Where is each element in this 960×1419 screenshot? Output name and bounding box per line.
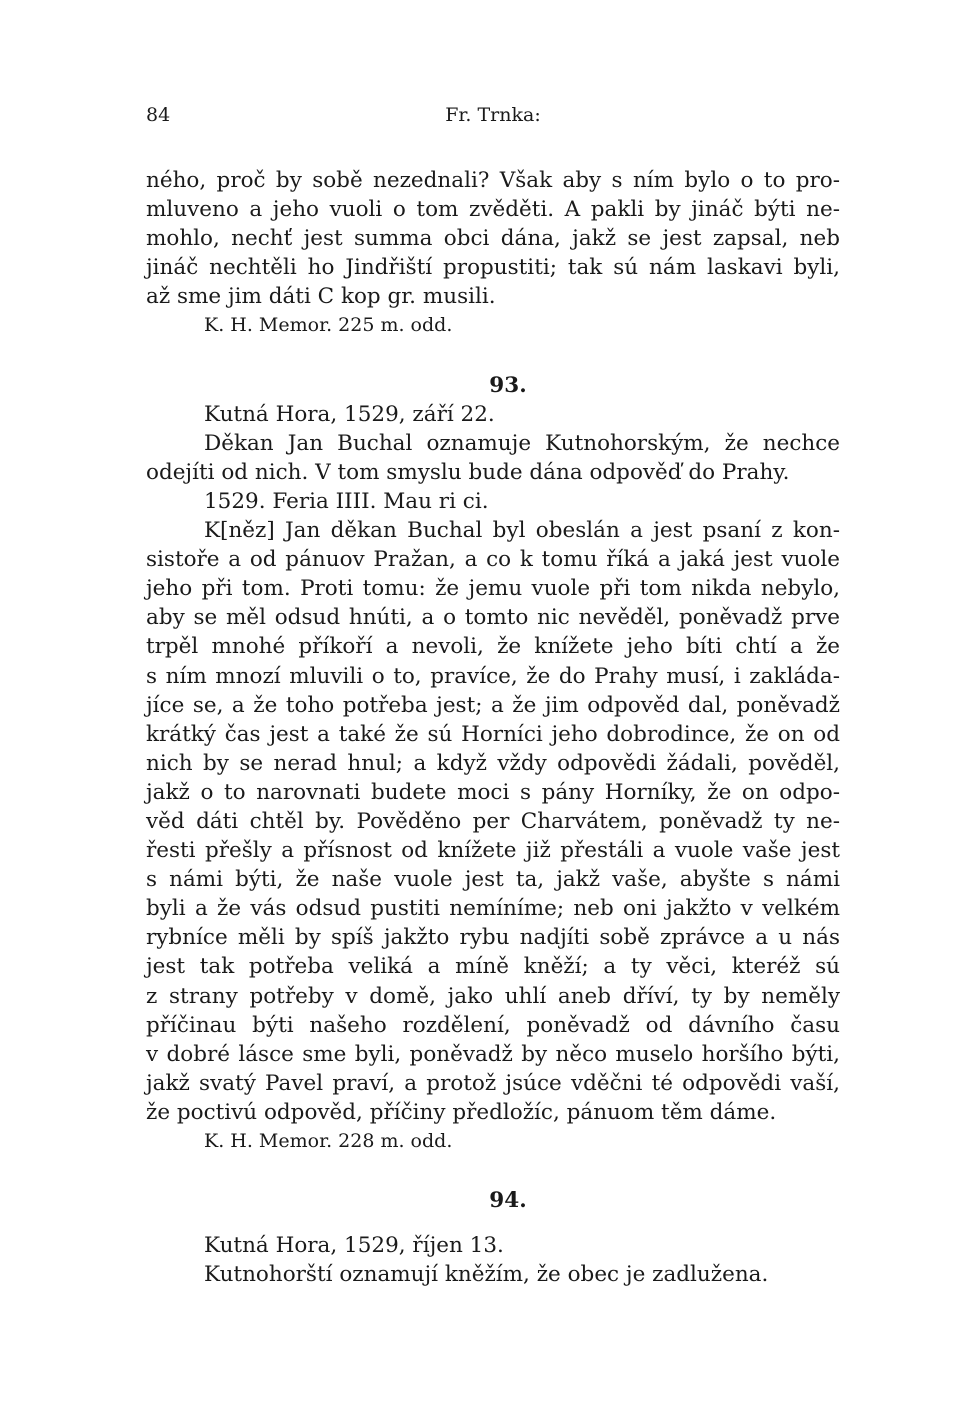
summary-line: odejíti od nich. V tom smyslu bude dána odpověď do Prahy. — [146, 459, 790, 485]
document-94 — [146, 1186, 840, 1289]
text-line: příčinau býti našeho rozdělení, poněvadž od dávního času — [146, 1012, 840, 1038]
date-line: 1529. Feria IIII. Mau ri ci. — [204, 488, 489, 514]
text-line: jíce se, a že toho potřeba jest; a že jim odpověd dal, poněvadž — [146, 692, 840, 718]
document-93 — [146, 371, 840, 1157]
summary-line: Kutnohorští oznamují kněžím, že obec je zadlužena. — [204, 1262, 769, 1288]
text-line: trpěl mnohé příkoří a nevoli, že knížete jeho bíti chtí a že — [146, 634, 840, 660]
text-line: nich by se nerad hnul; a když vždy odpovědi žádali, pověděl, — [146, 750, 840, 776]
intro-paragraph — [146, 166, 840, 341]
archival-source: K. H. Memor. 228 m. odd. — [204, 1130, 453, 1152]
text-line: jináč nechtěli ho Jindřiští propustiti; tak sú nám laskavi byli, — [146, 255, 840, 281]
page-number: 84 — [146, 104, 171, 126]
text-line: jakž o to narovnati budete moci s pány Horníky, že on odpo- — [146, 779, 840, 805]
text-line: v dobré lásce sme byli, poněvadž by něco muselo horšího býti, — [146, 1041, 840, 1067]
document-number: 93. — [489, 372, 527, 398]
text-line: rybníce měli by spíš jakžto rybu nadjíti sobě zprávce a u nás — [146, 925, 840, 951]
text-line: jakž svatý Pavel praví, a protož jsúce vděčni té odpovědi vaší, — [146, 1070, 840, 1096]
text-line: sistoře a od pánuov Pražan, a co k tomu říká a jaká jest vuole — [146, 547, 840, 573]
text-line: že poctivú odpověd, příčiny předložíc, pánuom těm dáme. — [146, 1099, 777, 1125]
page-header — [146, 104, 840, 134]
document-number: 94. — [489, 1188, 527, 1214]
text-line: s ním mnozí mluvili o to, pravíce, že do Prahy musí, i zakláda- — [146, 663, 840, 689]
text-line: krátký čas jest a také že sú Horníci jeho dobrodince, že on od — [146, 721, 840, 747]
running-head: Fr. Trnka: — [445, 104, 541, 126]
text-line: jest tak potřeba veliká a míně kněží; a ty věci, kteréž sú — [146, 954, 840, 980]
text-line: s námi býti, že naše vuole jest ta, jakž vaše, abyšte s námi — [146, 867, 840, 893]
text-line: K[něz] Jan děkan Buchal byl obeslán a jest psaní z kon- — [204, 518, 840, 544]
place-date: Kutná Hora, 1529, říjen 13. — [204, 1233, 504, 1259]
text-line: ného, proč by sobě nezednali? Však aby s ním bylo o to pro- — [146, 168, 840, 193]
text-line: řesti přešly a přísnost od knížete již přestáli a vuole vaše jest — [146, 838, 840, 864]
archival-source: K. H. Memor. 225 m. odd. — [204, 314, 453, 337]
body-text — [146, 166, 840, 1289]
text-line: jeho při tom. Proti tomu: že jemu vuole při tom nikda nebylo, — [146, 576, 840, 602]
text-line: byli a že vás odsud pustiti nemíníme; neb oni jakžto v velkém — [146, 896, 840, 922]
text-line: věd dáti chtěl by. Pověděno per Charvátem, poněvadž ty ne- — [146, 808, 840, 834]
summary-line: Děkan Jan Buchal oznamuje Kutnohorským, že nechce — [204, 430, 840, 456]
text-line: aby se měl odsud hnúti, a o tomto nic nevěděl, poněvadž prve — [146, 605, 840, 631]
text-line: mluveno a jeho vuoli o tom zvěděti. A pakli by jináč býti ne- — [146, 197, 840, 223]
text-line: až sme jim dáti C kop gr. musili. — [146, 284, 496, 310]
text-line: mohlo, nechť jest summa obci dána, jakž se jest zapsal, neb — [146, 226, 840, 252]
text-line: z strany potřeby v domě, jako uhlí aneb dříví, ty by neměly — [146, 983, 840, 1009]
place-date: Kutná Hora, 1529, září 22. — [204, 401, 495, 427]
